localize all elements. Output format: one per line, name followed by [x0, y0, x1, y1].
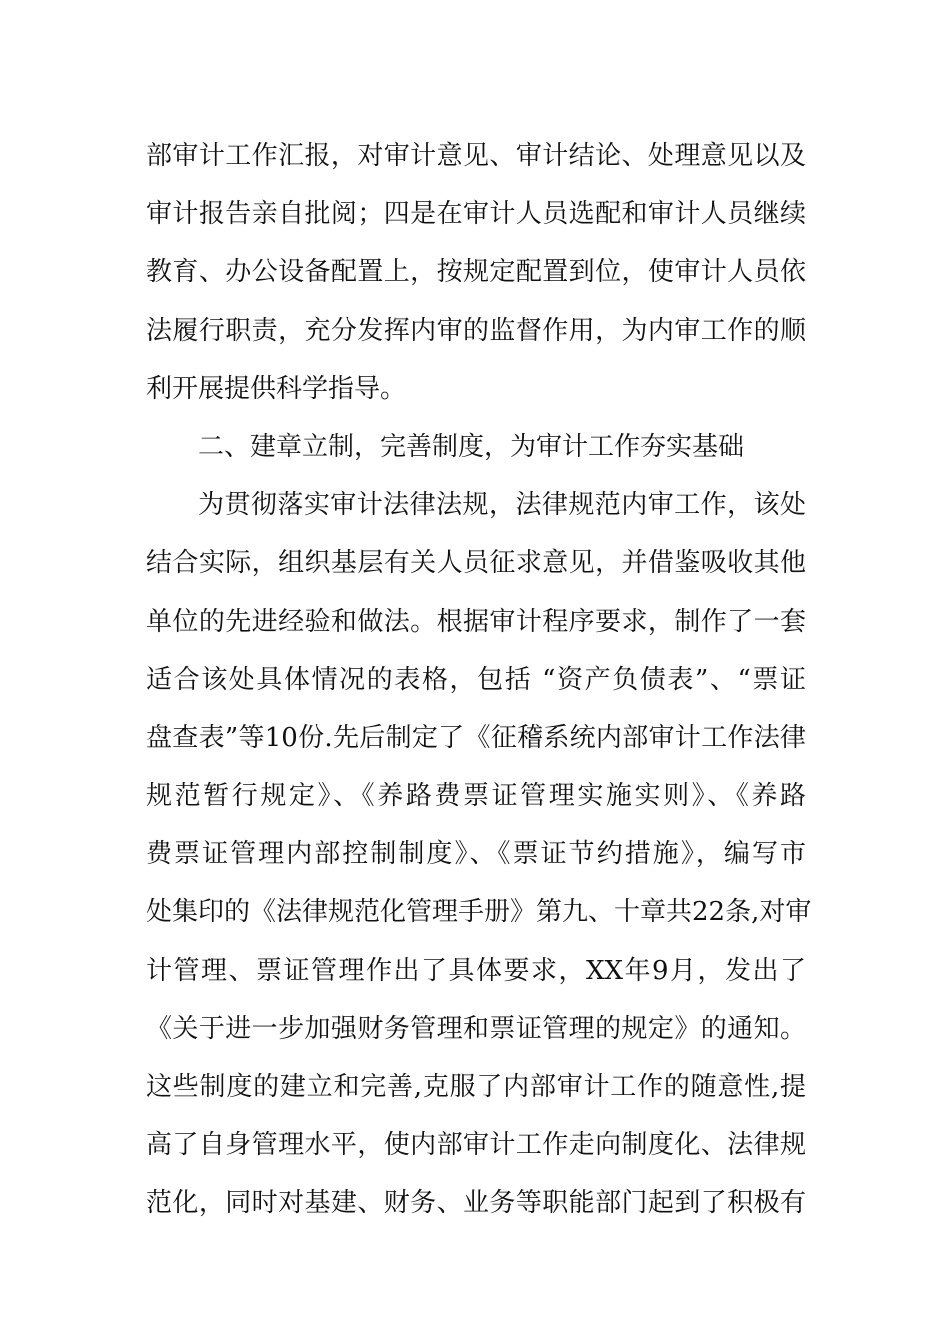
text-line: 盘查表”等10份.先后制定了《征稽系统内部审计工作法律 — [146, 722, 806, 753]
document-body — [146, 127, 812, 1233]
text-line: 单位的先进经验和做法。根据审计程序要求，制作了一套 — [146, 606, 806, 637]
text-line: 法履行职责，充分发挥内审的监督作用，为内审工作的顺 — [146, 315, 806, 346]
text-line: 适合该处具体情况的表格，包括 “资产负债表”、“票证 — [146, 664, 806, 695]
text-line: 《关于进一步加强财务管理和票证管理的规定》的通知。 — [146, 1013, 806, 1044]
text-line: 费票证管理内部控制制度》、《票证节约措施》，编写市 — [146, 839, 806, 870]
text-line: 高了自身管理水平，使内部审计工作走向制度化、法律规 — [146, 1130, 806, 1161]
text-line: 审计报告亲自批阅；四是在审计人员选配和审计人员继续 — [146, 199, 806, 230]
section-heading: 二、建章立制，完善制度，为审计工作夯实基础 — [198, 431, 745, 462]
text-line: 结合实际，组织基层有关人员征求意见，并借鉴吸收其他 — [146, 548, 806, 579]
text-line: 利开展提供科学指导。 — [146, 373, 407, 404]
text-line: 部审计工作汇报，对审计意见、审计结论、处理意见以及 — [146, 141, 806, 171]
text-line: 处集印的《法律规范化管理手册》第九、十章共22条,对审 — [146, 897, 812, 928]
text-line: 计管理、票证管理作出了具体要求，XX年9月，发出了 — [146, 955, 806, 986]
text-line: 这些制度的建立和完善,克服了内部审计工作的随意性,提 — [146, 1072, 806, 1102]
text-line: 教育、办公设备配置上，按规定配置到位，使审计人员依 — [146, 257, 806, 288]
text-line: 规范暂行规定》、《养路费票证管理实施实则》、《养路 — [146, 781, 806, 812]
text-line: 为贯彻落实审计法律法规，法律规范内审工作，该处 — [198, 490, 806, 521]
text-line: 范化，同时对基建、财务、业务等职能部门起到了积极有 — [146, 1188, 806, 1219]
